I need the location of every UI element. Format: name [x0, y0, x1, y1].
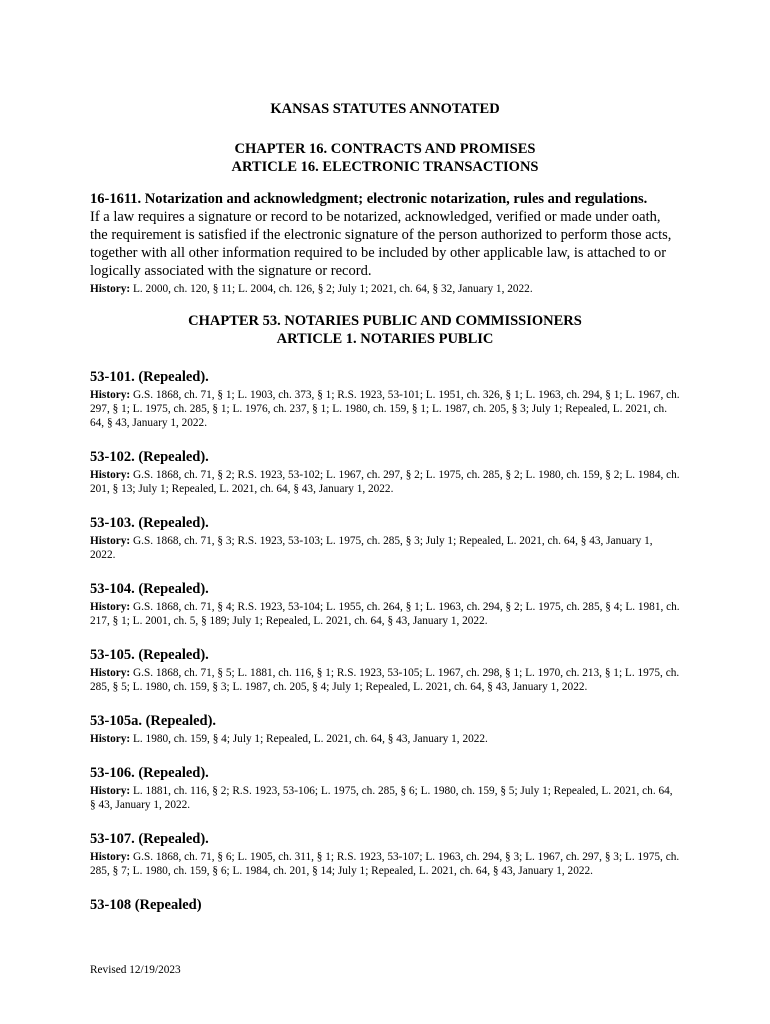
history-label: History: — [90, 785, 131, 797]
history-note — [90, 666, 680, 694]
history-text: L. 1881, ch. 116, § 2; R.S. 1923, 53-106; L. 1975, ch. 285, § 6; L. 1980, ch. 159, § 5; July 1; Repealed, L. 2021, ch. 64, § 43, January 1, 2022. — [90, 785, 673, 811]
article-1-heading: ARTICLE 1. NOTARIES PUBLIC — [276, 331, 494, 347]
section-53-103 — [90, 514, 680, 562]
section-heading: 53-105a. (Repealed). — [90, 713, 217, 729]
history-note — [90, 850, 680, 878]
section-53-105 — [90, 646, 680, 694]
history-text: L. 2000, ch. 120, § 11; L. 2004, ch. 126, § 2; July 1; 2021, ch. 64, § 32, January 1, 2022. — [133, 283, 533, 295]
document-title: KANSAS STATUTES ANNOTATED — [270, 101, 500, 117]
history-label: History: — [90, 851, 131, 863]
history-label: History: — [90, 283, 131, 295]
history-note — [90, 784, 680, 812]
history-text: G.S. 1868, ch. 71, § 5; L. 1881, ch. 116, § 1; R.S. 1923, 53-105; L. 1967, ch. 298, § 1; L. 1970, ch. 213, § 1; L. 1975, ch. 285, § 5; L. 1980, ch. 159, § 3; L. 1987, ch. 205, § 4; July 1; Repealed, L. 2021, ch. 64, § 43, January 1, 2022. — [90, 667, 680, 693]
section-53-101 — [90, 368, 680, 430]
chapter-53-heading: CHAPTER 53. NOTARIES PUBLIC AND COMMISSIONERS — [188, 313, 582, 329]
section-53-108 — [90, 896, 680, 914]
history-label: History: — [90, 667, 131, 679]
history-label: History: — [90, 601, 131, 613]
history-note — [90, 534, 680, 562]
article-16-heading: ARTICLE 16. ELECTRONIC TRANSACTIONS — [231, 159, 539, 175]
history-note — [90, 468, 680, 496]
history-label: History: — [90, 535, 131, 547]
section-heading: 53-104. (Repealed). — [90, 581, 209, 597]
history-note — [90, 282, 680, 296]
history-text: G.S. 1868, ch. 71, § 3; R.S. 1923, 53-103; L. 1975, ch. 285, § 3; July 1; Repealed, L. 2021, ch. 64, § 43, January 1, 2022. — [90, 535, 653, 561]
section-53-104 — [90, 580, 680, 628]
section-body: If a law requires a signature or record to be notarized, acknowledged, verified or made under oath, the requirement is satisfied if the electronic signature of the person authorized to perform those acts, together with all other information required to be included by other applicable law, is attached to or logically associated with the signature or record. — [90, 209, 672, 279]
section-53-107 — [90, 830, 680, 878]
history-note — [90, 600, 680, 628]
history-label: History: — [90, 733, 131, 745]
section-heading: 53-105. (Repealed). — [90, 647, 209, 663]
section-heading: 53-103. (Repealed). — [90, 515, 209, 531]
section-heading: 53-106. (Repealed). — [90, 765, 209, 781]
chapter-53-block — [90, 312, 680, 348]
history-note — [90, 732, 680, 746]
section-53-102 — [90, 448, 680, 496]
history-note — [90, 388, 680, 430]
history-text: G.S. 1868, ch. 71, § 2; R.S. 1923, 53-102; L. 1967, ch. 297, § 2; L. 1975, ch. 285, § 2; L. 1980, ch. 159, § 2; L. 1984, ch. 201, § 13; July 1; Repealed, L. 2021, ch. 64, § 43, January 1, 2022. — [90, 469, 680, 495]
chapter-16-heading: CHAPTER 16. CONTRACTS AND PROMISES — [234, 141, 536, 157]
section-heading: 16-1611. Notarization and acknowledgment; electronic notarization, rules and regulations. — [90, 191, 648, 207]
history-label: History: — [90, 389, 131, 401]
history-text: G.S. 1868, ch. 71, § 1; L. 1903, ch. 373, § 1; R.S. 1923, 53-101; L. 1951, ch. 326, § 1; L. 1963, ch. 294, § 1; L. 1967, ch. 297, § 1; L. 1975, ch. 285, § 1; L. 1976, ch. 237, § 1; L. 1980, ch. 159, § 1; L. 1987, ch. 205, § 3; July 1; Repealed, L. 2021, ch. 64, § 43, January 1, 2022. — [90, 389, 680, 429]
chapter-16-block — [90, 140, 680, 176]
section-heading: 53-108 (Repealed) — [90, 897, 202, 913]
section-16-1611 — [90, 190, 680, 296]
section-heading: 53-107. (Repealed). — [90, 831, 209, 847]
section-heading: 53-101. (Repealed). — [90, 369, 209, 385]
history-text: G.S. 1868, ch. 71, § 4; R.S. 1923, 53-104; L. 1955, ch. 264, § 1; L. 1963, ch. 294, § 2; L. 1975, ch. 285, § 4; L. 1981, ch. 217, § 1; L. 2001, ch. 5, § 189; July 1; Repealed, L. 2021, ch. 64, § 43, January 1, 2022. — [90, 601, 680, 627]
document-page — [90, 100, 680, 914]
section-heading: 53-102. (Repealed). — [90, 449, 209, 465]
history-text: L. 1980, ch. 159, § 4; July 1; Repealed, L. 2021, ch. 64, § 43, January 1, 2022. — [133, 733, 488, 745]
history-label: History: — [90, 469, 131, 481]
section-53-105a — [90, 712, 680, 746]
revision-footer: Revised 12/19/2023 — [90, 964, 181, 976]
section-53-106 — [90, 764, 680, 812]
history-text: G.S. 1868, ch. 71, § 6; L. 1905, ch. 311, § 1; R.S. 1923, 53-107; L. 1963, ch. 294, § 3; L. 1967, ch. 297, § 3; L. 1975, ch. 285, § 7; L. 1980, ch. 159, § 6; L. 1984, ch. 201, § 14; July 1; Repealed, L. 2021, ch. 64, § 43, January 1, 2022. — [90, 851, 680, 877]
